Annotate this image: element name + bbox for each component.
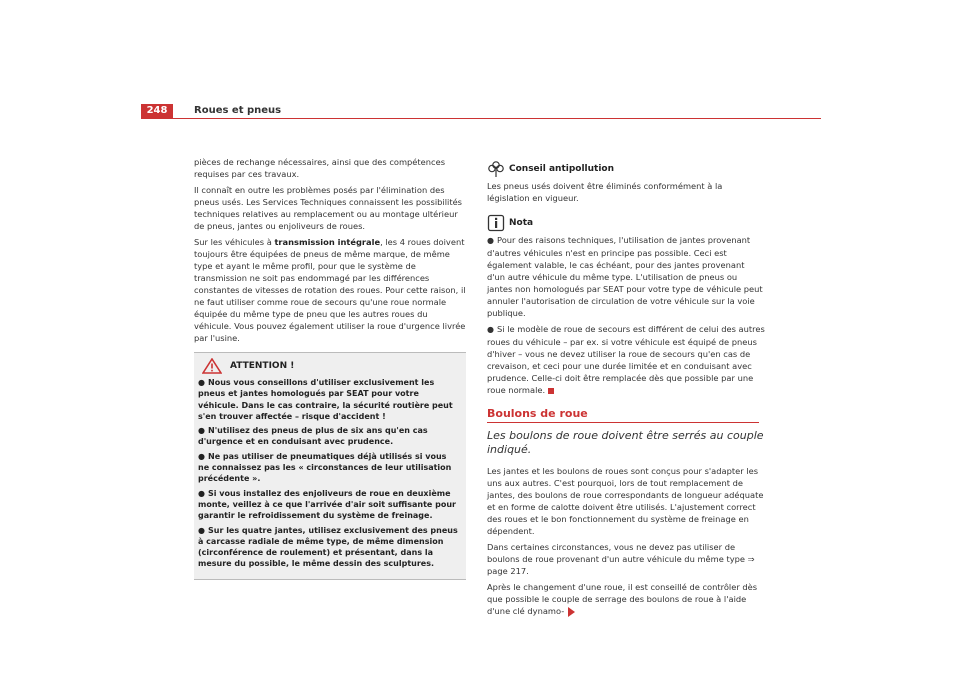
attention-item [198, 525, 460, 570]
bullet-icon: ● [198, 525, 205, 535]
attention-header [198, 355, 460, 377]
continue-arrow-icon [568, 607, 575, 617]
bullet-icon: ● [487, 325, 494, 334]
eco-text: Les pneus usés doivent être éliminés conformément à la législation en vigueur. [487, 181, 723, 203]
left-column [194, 156, 466, 580]
paragraph [194, 236, 466, 344]
header-rule [141, 118, 821, 119]
attention-item [198, 488, 460, 522]
header-title: Roues et pneus [194, 105, 282, 116]
paragraph-text: Après le changement d'une roue, il est conseillé de contrôler dès que possible le couple de serrage des boulons de roue à l'aide d'une clé dynamo- [487, 582, 758, 616]
paragraph-text: Sur les véhicules à [194, 237, 275, 247]
attention-item-text: Nous vous conseillons d'utiliser exclusivement les pneus et jantes homologués par SEAT pour votre véhicule. Dans le cas contraire, la sécurité routière peut s'en trouver affectée – risque d'accident ! [198, 378, 453, 421]
bullet-icon: ● [198, 426, 205, 436]
attention-box [194, 352, 466, 580]
section-subtitle: Les boulons de roue doivent être serrés au couple indiqué. [487, 429, 764, 456]
bullet-icon: ● [198, 451, 205, 461]
attention-item [198, 377, 460, 422]
attention-item-text: Ne pas utiliser de pneumatiques déjà utilisés si vous ne connaissez pas les « circonstances de leur utilisation précédente ». [198, 451, 452, 484]
section-title: Boulons de roue [487, 408, 759, 423]
info-icon [487, 214, 505, 232]
flower-icon [487, 160, 505, 178]
paragraph: Les jantes et les boulons de roues sont conçus pour s'adapter les uns aux autres. C'est pourquoi, lors de tout remplacement de jantes, des boulons de roue correspondants de longueur adéquate et en forme de calotte doivent être utilisés. L'ajustement correct des roues et le bon fonctionnement du système de freinage en dépendent. [487, 466, 764, 536]
bullet-icon: ● [198, 378, 205, 387]
eco-header [487, 160, 765, 178]
attention-item-text: N'utilisez des pneus de plus de six ans qu'en cas d'urgence et en conduisant avec prudence. [198, 426, 428, 447]
attention-item [198, 425, 460, 448]
warning-triangle-icon [202, 358, 222, 374]
eco-title: Conseil antipollution [509, 164, 615, 174]
paragraph [487, 581, 765, 617]
right-column [487, 160, 765, 621]
paragraph-text: , les 4 roues doivent toujours être équipées de pneus de même marque, de même type et ayant le même profil, pour que le système de transmission ne soit pas endommagé par les différences constantes de vitesses de rotation des roues. Pour cette raison, il ne faut utiliser comme roue de secours qu'une roue normale équipée du même type de pneu que les autres roues du véhicule. Vous pouvez également utiliser la roue d'urgence livrée par l'usine. [194, 237, 466, 343]
page-number: 248 [141, 104, 173, 118]
bullet-icon: ● [487, 236, 494, 245]
attention-item [198, 451, 460, 485]
attention-title: ATTENTION ! [230, 361, 295, 371]
paragraph: Il connaît en outre les problèmes posés par l'élimination des pneus usés. Les Services Techniques connaissent les possibilités techniques relatives au remplacement ou au montage ultérieur de pneus, jantes ou enjoliveurs de roues. [194, 185, 462, 231]
nota-header [487, 214, 765, 232]
end-square-icon [548, 388, 554, 394]
nota-item [487, 234, 765, 319]
attention-item-text: Si vous installez des enjoliveurs de roue en deuxième monte, veillez à ce que l'arrivée d'air soit suffisante pour garantir le refroidissement du système de freinage. [198, 488, 456, 521]
paragraph: Dans certaines circonstances, vous ne devez pas utiliser de boulons de roue provenant d'un autre véhicule du même type ⇒ page 217. [487, 542, 755, 576]
paragraph: pièces de rechange nécessaires, ainsi que des compétences requises par ces travaux. [194, 157, 446, 179]
nota-title: Nota [509, 218, 534, 228]
nota-item-text: Si le modèle de roue de secours est différent de celui des autres roues du véhicule – par ex. si votre véhicule est équipé de pneus d'hiver – vous ne devez utiliser la roue de secours qu'en cas de crevaison, et ceci pour une durée limitée et en conduisant avec prudence. Celle-ci doit être remplacée dès que possible par une roue normale. [487, 324, 765, 395]
bullet-icon: ● [198, 488, 205, 498]
nota-item-text: Pour des raisons techniques, l'utilisation de jantes provenant d'autres véhicules n'est en principe pas possible. Ceci est également valable, le cas échéant, pour des jantes provenant d'un autre véhicule du même type. L'utilisation de pneus ou jantes non homologués par SEAT pour votre type de véhicule peut annuler l'autorisation de circulation de votre véhicule sur la voie publique. [487, 235, 763, 318]
attention-item-text: Sur les quatre jantes, utilisez exclusivement des pneus à carcasse radiale de même type, de même dimension (circonférence de roulement) et présentant, dans la mesure du possible, le même dessin des sculptures. [198, 525, 458, 569]
nota-item [487, 323, 765, 396]
paragraph-bold-text: transmission intégrale [274, 237, 381, 247]
